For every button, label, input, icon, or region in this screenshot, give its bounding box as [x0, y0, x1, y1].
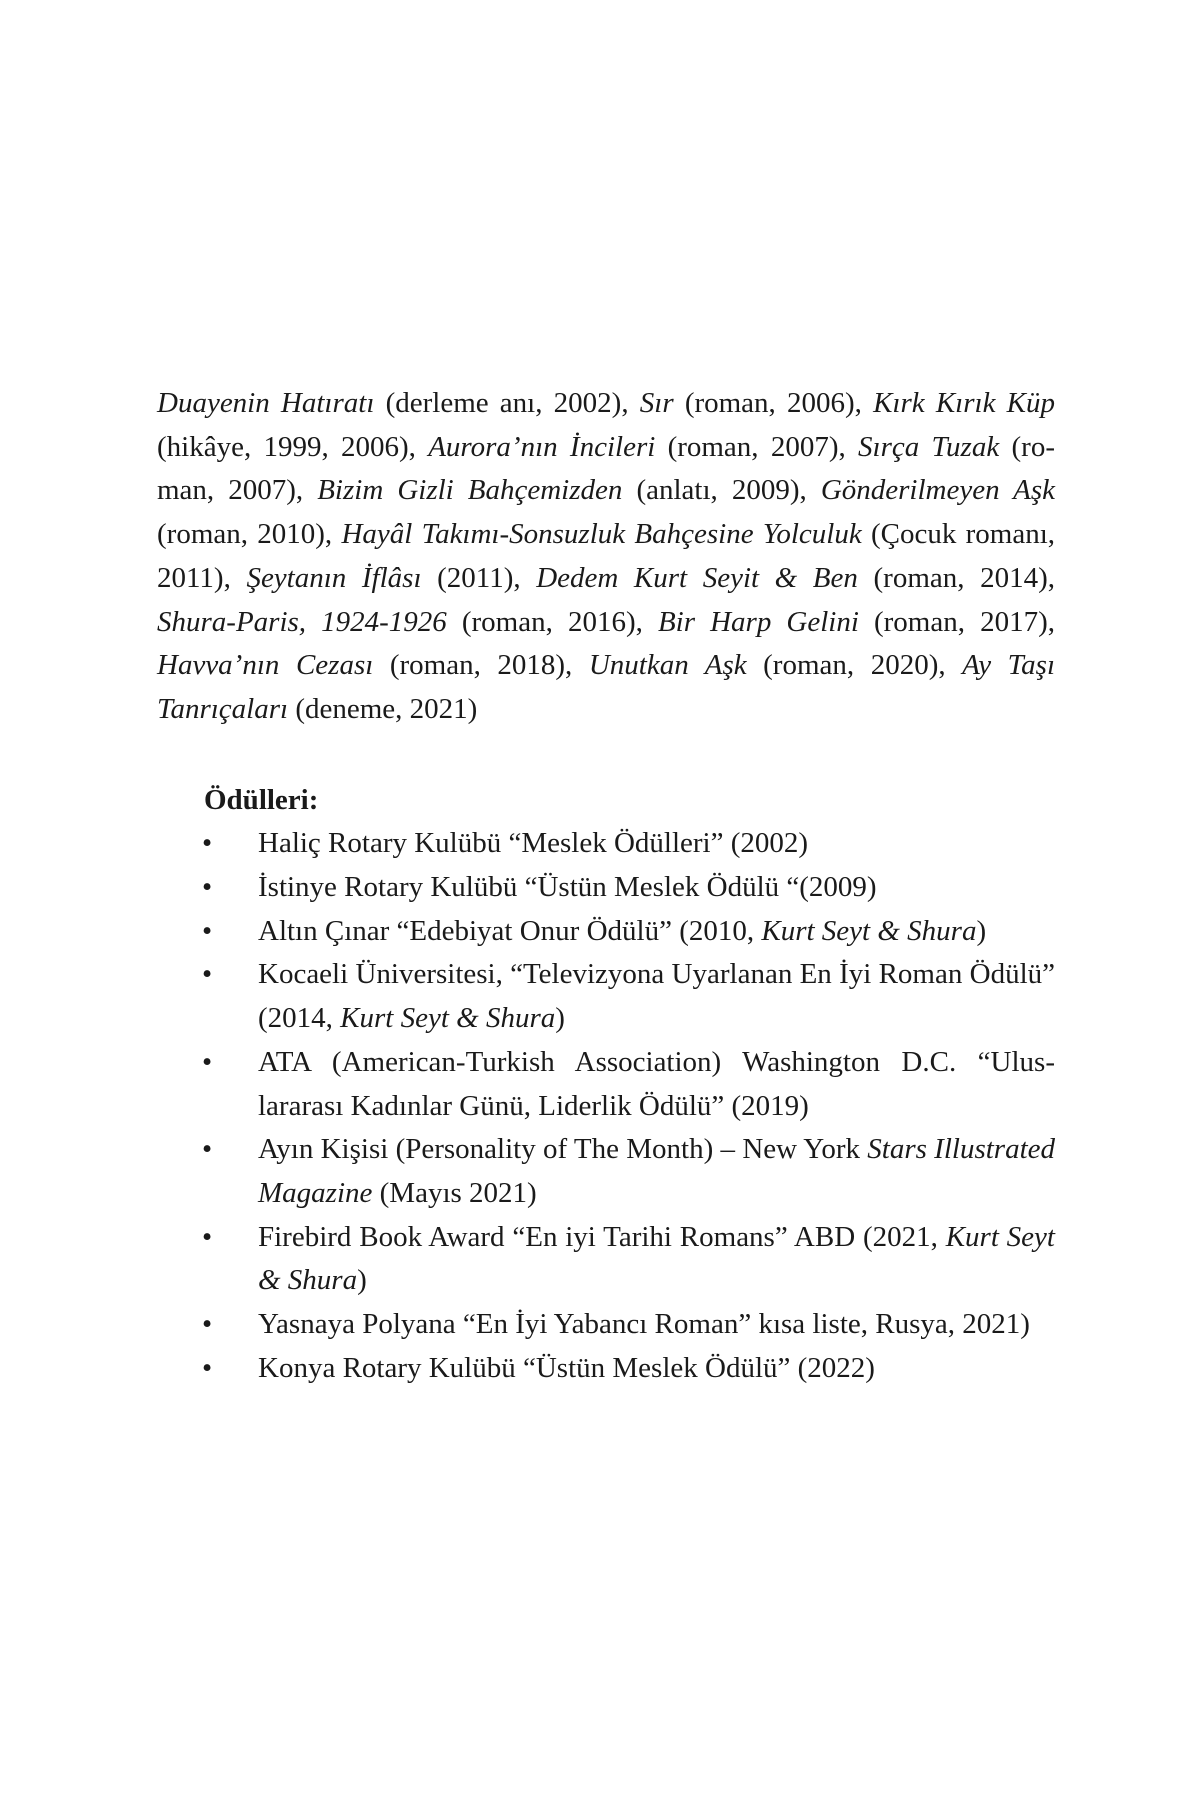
title-text: Havva’nın Cezası	[157, 649, 374, 682]
title-text: Shura-Paris, 1924-1926	[157, 605, 447, 638]
text-run: (Çocuk romanı, 2011),	[157, 518, 1056, 594]
award-item	[258, 1041, 1055, 1128]
awards-list	[157, 822, 1055, 1390]
award-item	[258, 910, 1055, 954]
text-run: (roman, 2017),	[858, 605, 1055, 638]
text-run: (roman, 2014),	[857, 561, 1055, 594]
text-run: )	[555, 1002, 565, 1035]
title-text: Kırk Kırık Küp	[873, 387, 1055, 419]
text-run: Altın Çınar “Edebiyat Onur Ödülü” (2010,	[258, 914, 762, 947]
text-run: (roman, 2007),	[655, 430, 859, 463]
title-text: Kurt Seyt & Shura	[258, 1220, 1055, 1297]
award-item	[258, 822, 1055, 866]
title-text: Kurt Seyt & Shura	[340, 1002, 556, 1035]
text-run: (roman, 2020),	[746, 649, 963, 682]
text-run: Yasnaya Polyana “En İyi Yabancı Roman” kısa liste, Rusya, 2021)	[258, 1308, 1030, 1341]
text-run: (hikâye, 1999, 2006),	[157, 430, 429, 463]
award-item	[258, 866, 1055, 910]
text-run: İstinye Rotary Kulübü “Üstün Meslek Ödülü “(2009)	[258, 871, 877, 904]
award-item	[258, 1216, 1055, 1303]
title-text: Stars Illustrated Magazine	[258, 1133, 1055, 1209]
text-run: (roman, 2010),	[157, 518, 342, 551]
title-text: Gönderilmeyen Aşk	[820, 474, 1055, 507]
title-text: Duayenin Hatıratı	[157, 387, 375, 419]
title-text: Şeytanın İflâsı	[246, 561, 422, 594]
text-run: (roman, 2016),	[446, 605, 658, 638]
title-text: Kurt Seyt & Shura	[761, 914, 977, 947]
works-paragraph	[157, 382, 1055, 732]
title-text: Sırça Tuzak	[858, 430, 1000, 463]
title-text: Sır	[639, 387, 674, 419]
text-run: (anlatı, 2009),	[622, 474, 821, 507]
text-run: Haliç Rotary Kulübü “Meslek Ödülleri” (2002)	[258, 827, 809, 860]
award-item	[258, 1128, 1055, 1215]
award-item	[258, 1303, 1055, 1347]
text-run: (derleme anı, 2002),	[374, 387, 640, 419]
award-item	[258, 1347, 1055, 1391]
text-run: Kocaeli Üniversitesi, “Televizyona Uyarlanan En İyi Roman Ödülü” (2014,	[258, 958, 1055, 1035]
title-text: Dedem Kurt Seyit & Ben	[536, 561, 858, 594]
text-run: (deneme, 2021)	[288, 692, 478, 725]
title-text: Unutkan Aşk	[588, 649, 747, 682]
title-text: Bir Harp Gelini	[657, 605, 859, 638]
award-item	[258, 953, 1055, 1040]
text-run: (Mayıs 2021)	[372, 1176, 537, 1209]
title-text: Ay Taşı Tanrıçaları	[157, 649, 1055, 725]
title-text: Hayâl Takımı-Sonsuzluk Bahçesine Yolculuk	[341, 518, 862, 551]
text-run: )	[357, 1264, 367, 1297]
awards-heading: Ödülleri:	[204, 783, 319, 816]
text-run: (roman, 2018),	[373, 649, 589, 682]
text-run: Konya Rotary Kulübü “Üstün Meslek Ödülü” (2022)	[258, 1351, 875, 1384]
text-run: Ayın Kişisi (Personality of The Month) – New York	[258, 1133, 868, 1166]
text-run: Firebird Book Award “En iyi Tarihi Romans” ABD (2021,	[258, 1220, 946, 1253]
book-page	[157, 382, 1055, 1390]
text-run: (roman, 2007),	[157, 430, 1055, 507]
text-run: (roman, 2006),	[673, 387, 874, 419]
text-run: (2011),	[421, 561, 537, 594]
title-text: Bizim Gizli Bahçemizden	[317, 474, 623, 507]
title-text: Aurora’nın İncileri	[428, 430, 656, 463]
text-run: )	[976, 914, 987, 947]
text-run: ATA (American-Turkish Association) Washington D.C. “Uluslararası Kadınlar Günü, Liderlik Ödülü” (2019)	[258, 1045, 1055, 1122]
